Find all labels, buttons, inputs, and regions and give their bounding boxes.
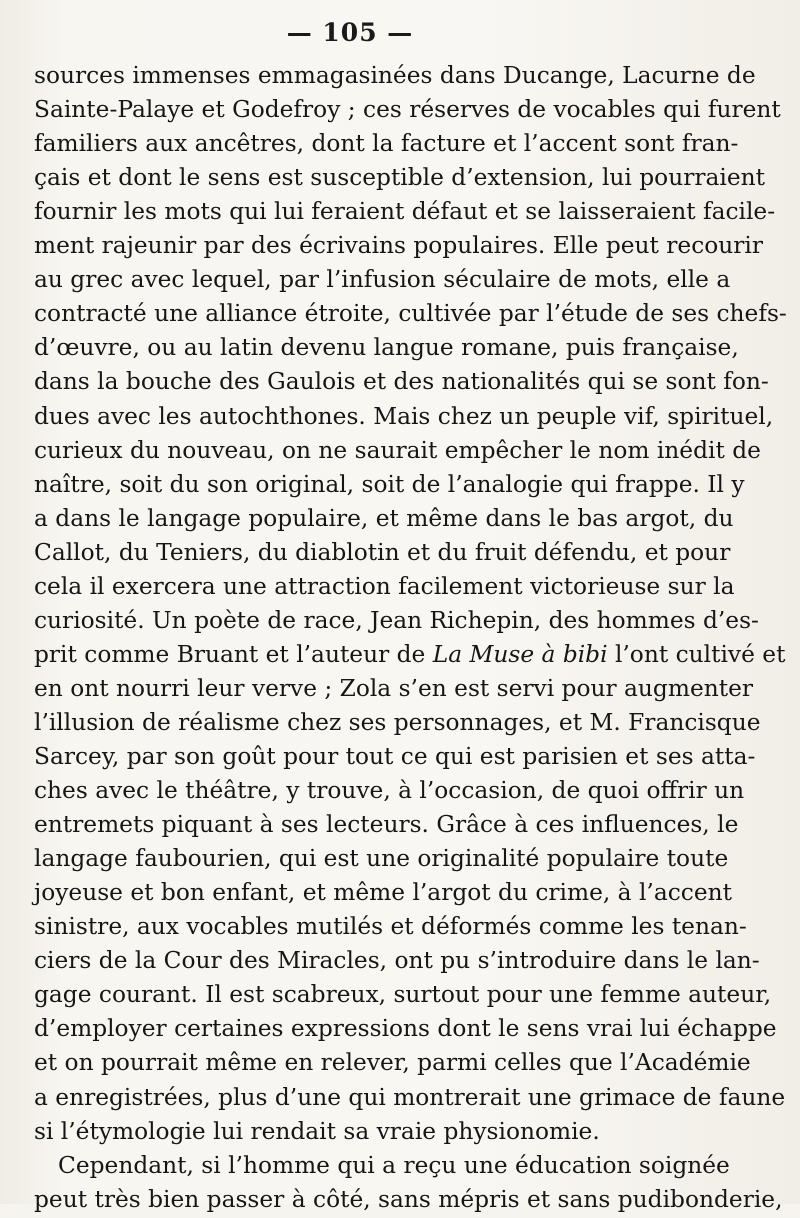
text-line: sinistre, aux vocables mutilés et déformés comme les tenan- — [34, 913, 747, 941]
text-line: cela il exercera une attraction facilement victorieuse sur la — [34, 572, 735, 600]
text-line: çais et dont le sens est susceptible d’extension, lui pourraient — [34, 164, 765, 192]
text-line: dans la bouche des Gaulois et des nationalités qui se sont fon- — [34, 368, 769, 396]
text-line: ches avec le théâtre, y trouve, à l’occasion, de quoi offrir un — [34, 777, 745, 805]
text-line: familiers aux ancêtres, dont la facture et l’accent sont fran- — [34, 130, 739, 158]
text-line: Sarcey, par son goût pour tout ce qui est parisien et ses atta- — [34, 743, 756, 770]
text-line: ciers de la Cour des Miracles, ont pu s’introduire dans le lan- — [34, 947, 760, 975]
text-line: fournir les mots qui lui feraient défaut et se laisseraient facile- — [34, 198, 776, 226]
text-line: naître, soit du son original, soit de l’analogie qui frappe. Il y — [34, 470, 745, 498]
text-line: d’œuvre, ou au latin devenu langue romane, puis française, — [34, 334, 739, 362]
text-line — [34, 637, 786, 673]
text-line: et on pourrait même en relever, parmi celles que l’Académie — [34, 1049, 751, 1077]
text-line: langage faubourien, qui est une originalité populaire toute — [34, 845, 729, 873]
text-line: d’employer certaines expressions dont le sens vrai lui échappe — [34, 1015, 777, 1043]
text-line: au grec avec lequel, par l’infusion séculaire de mots, elle a — [34, 266, 731, 294]
text-line: curieux du nouveau, on ne saurait empêcher le nom inédit de — [34, 436, 761, 464]
italic-title: La Muse à bibi — [432, 640, 608, 668]
page-number: — 105 — — [286, 18, 414, 47]
text-line: curiosité. Un poète de race, Jean Richepin, des hommes d’es- — [34, 606, 759, 634]
text-line: en ont nourri leur verve ; Zola s’en est servi pour augmenter — [34, 674, 754, 702]
text-line: l’illusion de réalisme chez ses personnages, et M. Francisque — [34, 708, 761, 736]
text-line: dues avec les autochthones. Mais chez un peuple vif, spirituel, — [34, 402, 774, 430]
text-line: a enregistrées, plus d’une qui montrerait une grimace de faune — [34, 1083, 786, 1111]
text-line: peut très bien passer à côté, sans mépris et sans pudibonderie, — [34, 1185, 783, 1213]
text-segment: l’ont cultivé et — [607, 640, 786, 668]
text-line: Cependant, si l’homme qui a reçu une éducation soignée — [58, 1151, 730, 1179]
text-line: a dans le langage populaire, et même dans le bas argot, du — [34, 504, 734, 532]
text-line: joyeuse et bon enfant, et même l’argot du crime, à l’accent — [34, 879, 732, 907]
text-segment: prit comme Bruant et l’auteur de — [34, 640, 433, 668]
text-line: ment rajeunir par des écrivains populaires. Elle peut recourir — [34, 232, 764, 260]
text-line: sources immenses emmagasinées dans Ducange, Lacurne de — [34, 62, 756, 89]
text-line: gage courant. Il est scabreux, surtout pour une femme auteur, — [34, 981, 772, 1009]
text-line: entremets piquant à ses lecteurs. Grâce à ces influences, le — [34, 811, 739, 839]
text-line: contracté une alliance étroite, cultivée par l’étude de ses chefs- — [34, 300, 787, 328]
text-line: Sainte-Palaye et Godefroy ; ces réserves de vocables qui furent — [34, 96, 781, 124]
text-line: Callot, du Teniers, du diablotin et du fruit défendu, et pour — [34, 538, 731, 566]
text-line: si l’étymologie lui rendait sa vraie physionomie. — [34, 1117, 600, 1145]
